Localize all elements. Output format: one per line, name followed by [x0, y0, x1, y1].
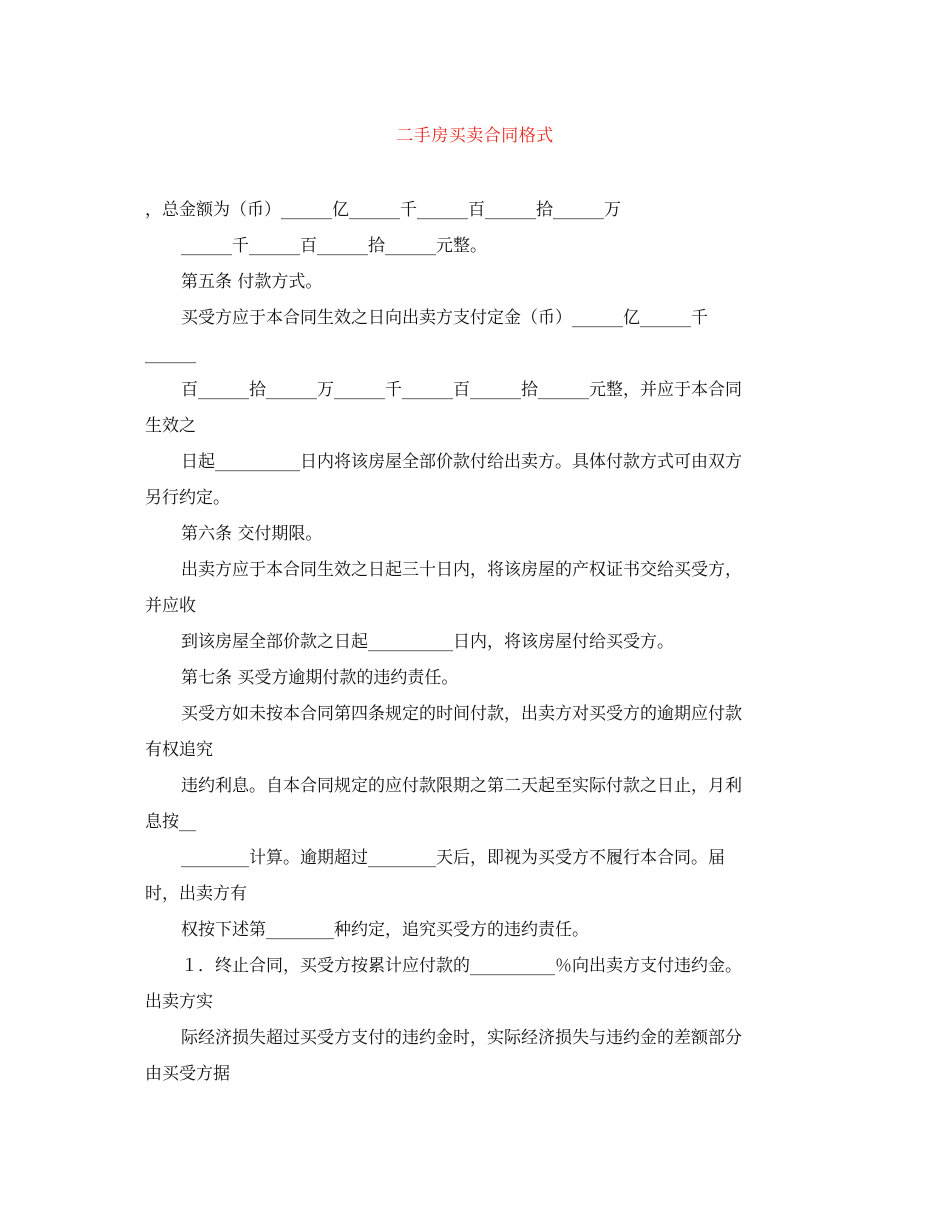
body-line-6: 百______拾______万______千______百______拾______元整，并应于本合同 [181, 380, 742, 400]
body-line-24: 际经济损失超过买受方支付的违约金时，实际经济损失与违约金的差额部分 [181, 1028, 742, 1048]
body-line-12: 并应收 [145, 596, 196, 616]
body-line-18: 息按__ [145, 812, 196, 832]
body-line-19: ________计算。逾期超过________天后，即视为买受方不履行本合同。届 [181, 848, 725, 868]
body-line-22: １．终止合同，买受方按累计应付款的__________％向出卖方支付违约金。 [181, 956, 742, 976]
document-body [145, 192, 805, 1092]
body-line-15: 买受方如未按本合同第四条规定的时间付款，出卖方对买受方的逾期应付款 [181, 704, 742, 724]
body-line-16: 有权追究 [145, 740, 213, 760]
body-line-1: ，总金额为（币）______亿______千______百______拾______万 [145, 200, 621, 220]
body-line-21: 权按下述第________种约定，追究买受方的违约责任。 [181, 920, 589, 940]
body-line-2: ______千______百______拾______元整。 [181, 236, 487, 256]
body-line-7: 生效之 [145, 416, 196, 436]
body-line-4: 买受方应于本合同生效之日向出卖方支付定金（币）______亿______千 [181, 308, 708, 328]
body-line-5: ______ [145, 344, 196, 364]
body-line-13: 到该房屋全部价款之日起__________日内，将该房屋付给买受方。 [181, 632, 674, 652]
body-line-8: 日起__________日内将该房屋全部价款付给出卖方。具体付款方式可由双方 [181, 452, 742, 472]
body-line-11: 出卖方应于本合同生效之日起三十日内，将该房屋的产权证书交给买受方， [181, 560, 742, 580]
body-line-25: 由买受方据 [145, 1064, 230, 1084]
body-line-20: 时，出卖方有 [145, 884, 247, 904]
body-line-14: 第七条 买受方逾期付款的违约责任。 [181, 668, 459, 688]
body-line-23: 出卖方实 [145, 992, 213, 1012]
body-line-9: 另行约定。 [145, 488, 230, 508]
body-line-3: 第五条 付款方式。 [181, 272, 323, 292]
document-title: 二手房买卖合同格式 [396, 126, 554, 146]
body-line-10: 第六条 交付期限。 [181, 524, 323, 544]
body-line-17: 违约利息。自本合同规定的应付款限期之第二天起至实际付款之日止，月利 [181, 776, 742, 796]
